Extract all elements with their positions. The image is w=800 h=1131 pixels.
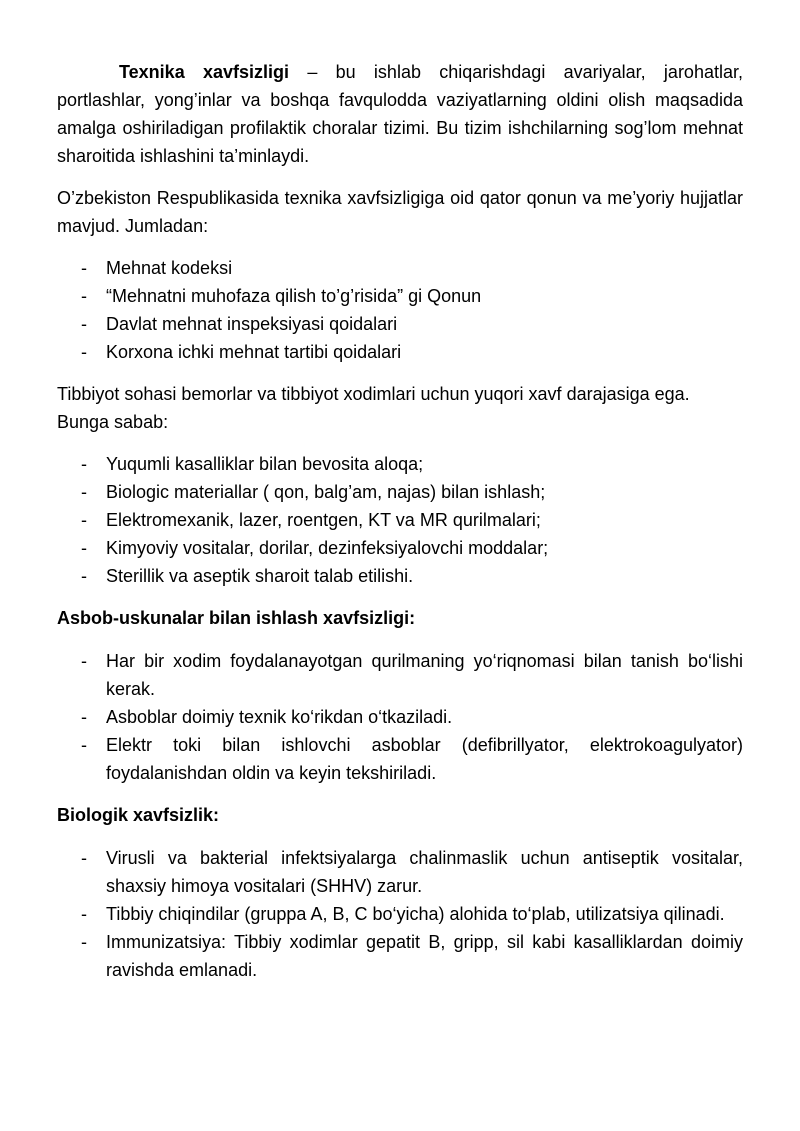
dash-marker: - xyxy=(81,735,87,755)
list-item: - Elektr toki bilan ishlovchi asboblar (defibrillyator, elektrokoagulyator) foydalanishdan oldin va keyin tekshiriladi. xyxy=(57,731,743,787)
list-item: - Elektromexanik, lazer, roentgen, KT va MR qurilmalari; xyxy=(57,506,743,534)
medical-paragraph: Tibbiyot sohasi bemorlar va tibbiyot xodimlari uchun yuqori xavf darajasiga ega. Bunga sabab: xyxy=(57,384,690,432)
medical-list xyxy=(57,450,743,590)
list-item: - Korxona ichki mehnat tartibi qoidalari xyxy=(57,338,743,366)
list-item: - Yuqumli kasalliklar bilan bevosita aloqa; xyxy=(57,450,743,478)
document-page xyxy=(57,58,743,998)
dash-marker: - xyxy=(81,848,87,868)
dash-marker: - xyxy=(81,510,87,530)
intro-paragraph xyxy=(57,58,743,170)
dash-marker: - xyxy=(81,651,87,671)
equipment-heading: Asbob-uskunalar bilan ishlash xavfsizligi: xyxy=(57,608,416,628)
list-item: - Kimyoviy vositalar, dorilar, dezinfeksiyalovchi moddalar; xyxy=(57,534,743,562)
dash-marker: - xyxy=(81,932,87,952)
dash-marker: - xyxy=(81,904,87,924)
intro-definition: – bu ishlab chiqarishdagi avariyalar, jarohatlar, portlashlar, yong’inlar va boshqa favqulodda vaziyatlarning oldini olish maqsadida amalga oshiriladigan profilaktik choralar tizimi. Bu tizim ishchilarning sog’lom mehnat sharoitida ishlashini ta’minlaydi. xyxy=(57,62,743,166)
dash-marker: - xyxy=(81,342,87,362)
list-item: - Mehnat kodeksi xyxy=(57,254,743,282)
list-item: - Davlat mehnat inspeksiyasi qoidalari xyxy=(57,310,743,338)
list-item: - Immunizatsiya: Tibbiy xodimlar gepatit B, gripp, sil kabi kasalliklardan doimiy ravishda emlanadi. xyxy=(57,928,743,984)
equipment-list xyxy=(57,647,743,787)
list-item: - “Mehnatni muhofaza qilish to’g’risida” gi Qonun xyxy=(57,282,743,310)
list-item: - Sterillik va aseptik sharoit talab etilishi. xyxy=(57,562,743,590)
dash-marker: - xyxy=(81,258,87,278)
list-item: - Tibbiy chiqindilar (gruppa A, B, C bo‘yicha) alohida to‘plab, utilizatsiya qilinadi. xyxy=(57,900,743,928)
dash-marker: - xyxy=(81,286,87,306)
dash-marker: - xyxy=(81,707,87,727)
dash-marker: - xyxy=(81,538,87,558)
dash-marker: - xyxy=(81,314,87,334)
dash-marker: - xyxy=(81,566,87,586)
legal-list xyxy=(57,254,743,366)
dash-marker: - xyxy=(81,482,87,502)
biological-list xyxy=(57,844,743,984)
list-item: - Asboblar doimiy texnik ko‘rikdan o‘tkaziladi. xyxy=(57,703,743,731)
list-item: - Har bir xodim foydalanayotgan qurilmaning yo‘riqnomasi bilan tanish bo‘lishi kerak. xyxy=(57,647,743,703)
biological-heading: Biologik xavfsizlik: xyxy=(57,805,220,825)
dash-marker: - xyxy=(81,454,87,474)
legal-paragraph: O’zbekiston Respublikasida texnika xavfsizligiga oid qator qonun va me’yoriy hujjatlar mavjud. Jumladan: xyxy=(57,188,743,236)
list-item: - Virusli va bakterial infektsiyalarga chalinmaslik uchun antiseptik vositalar, shaxsiy himoya vositalari (SHHV) zarur. xyxy=(57,844,743,900)
list-item: - Biologic materiallar ( qon, balg’am, najas) bilan ishlash; xyxy=(57,478,743,506)
intro-term: Texnika xavfsizligi xyxy=(119,62,290,82)
